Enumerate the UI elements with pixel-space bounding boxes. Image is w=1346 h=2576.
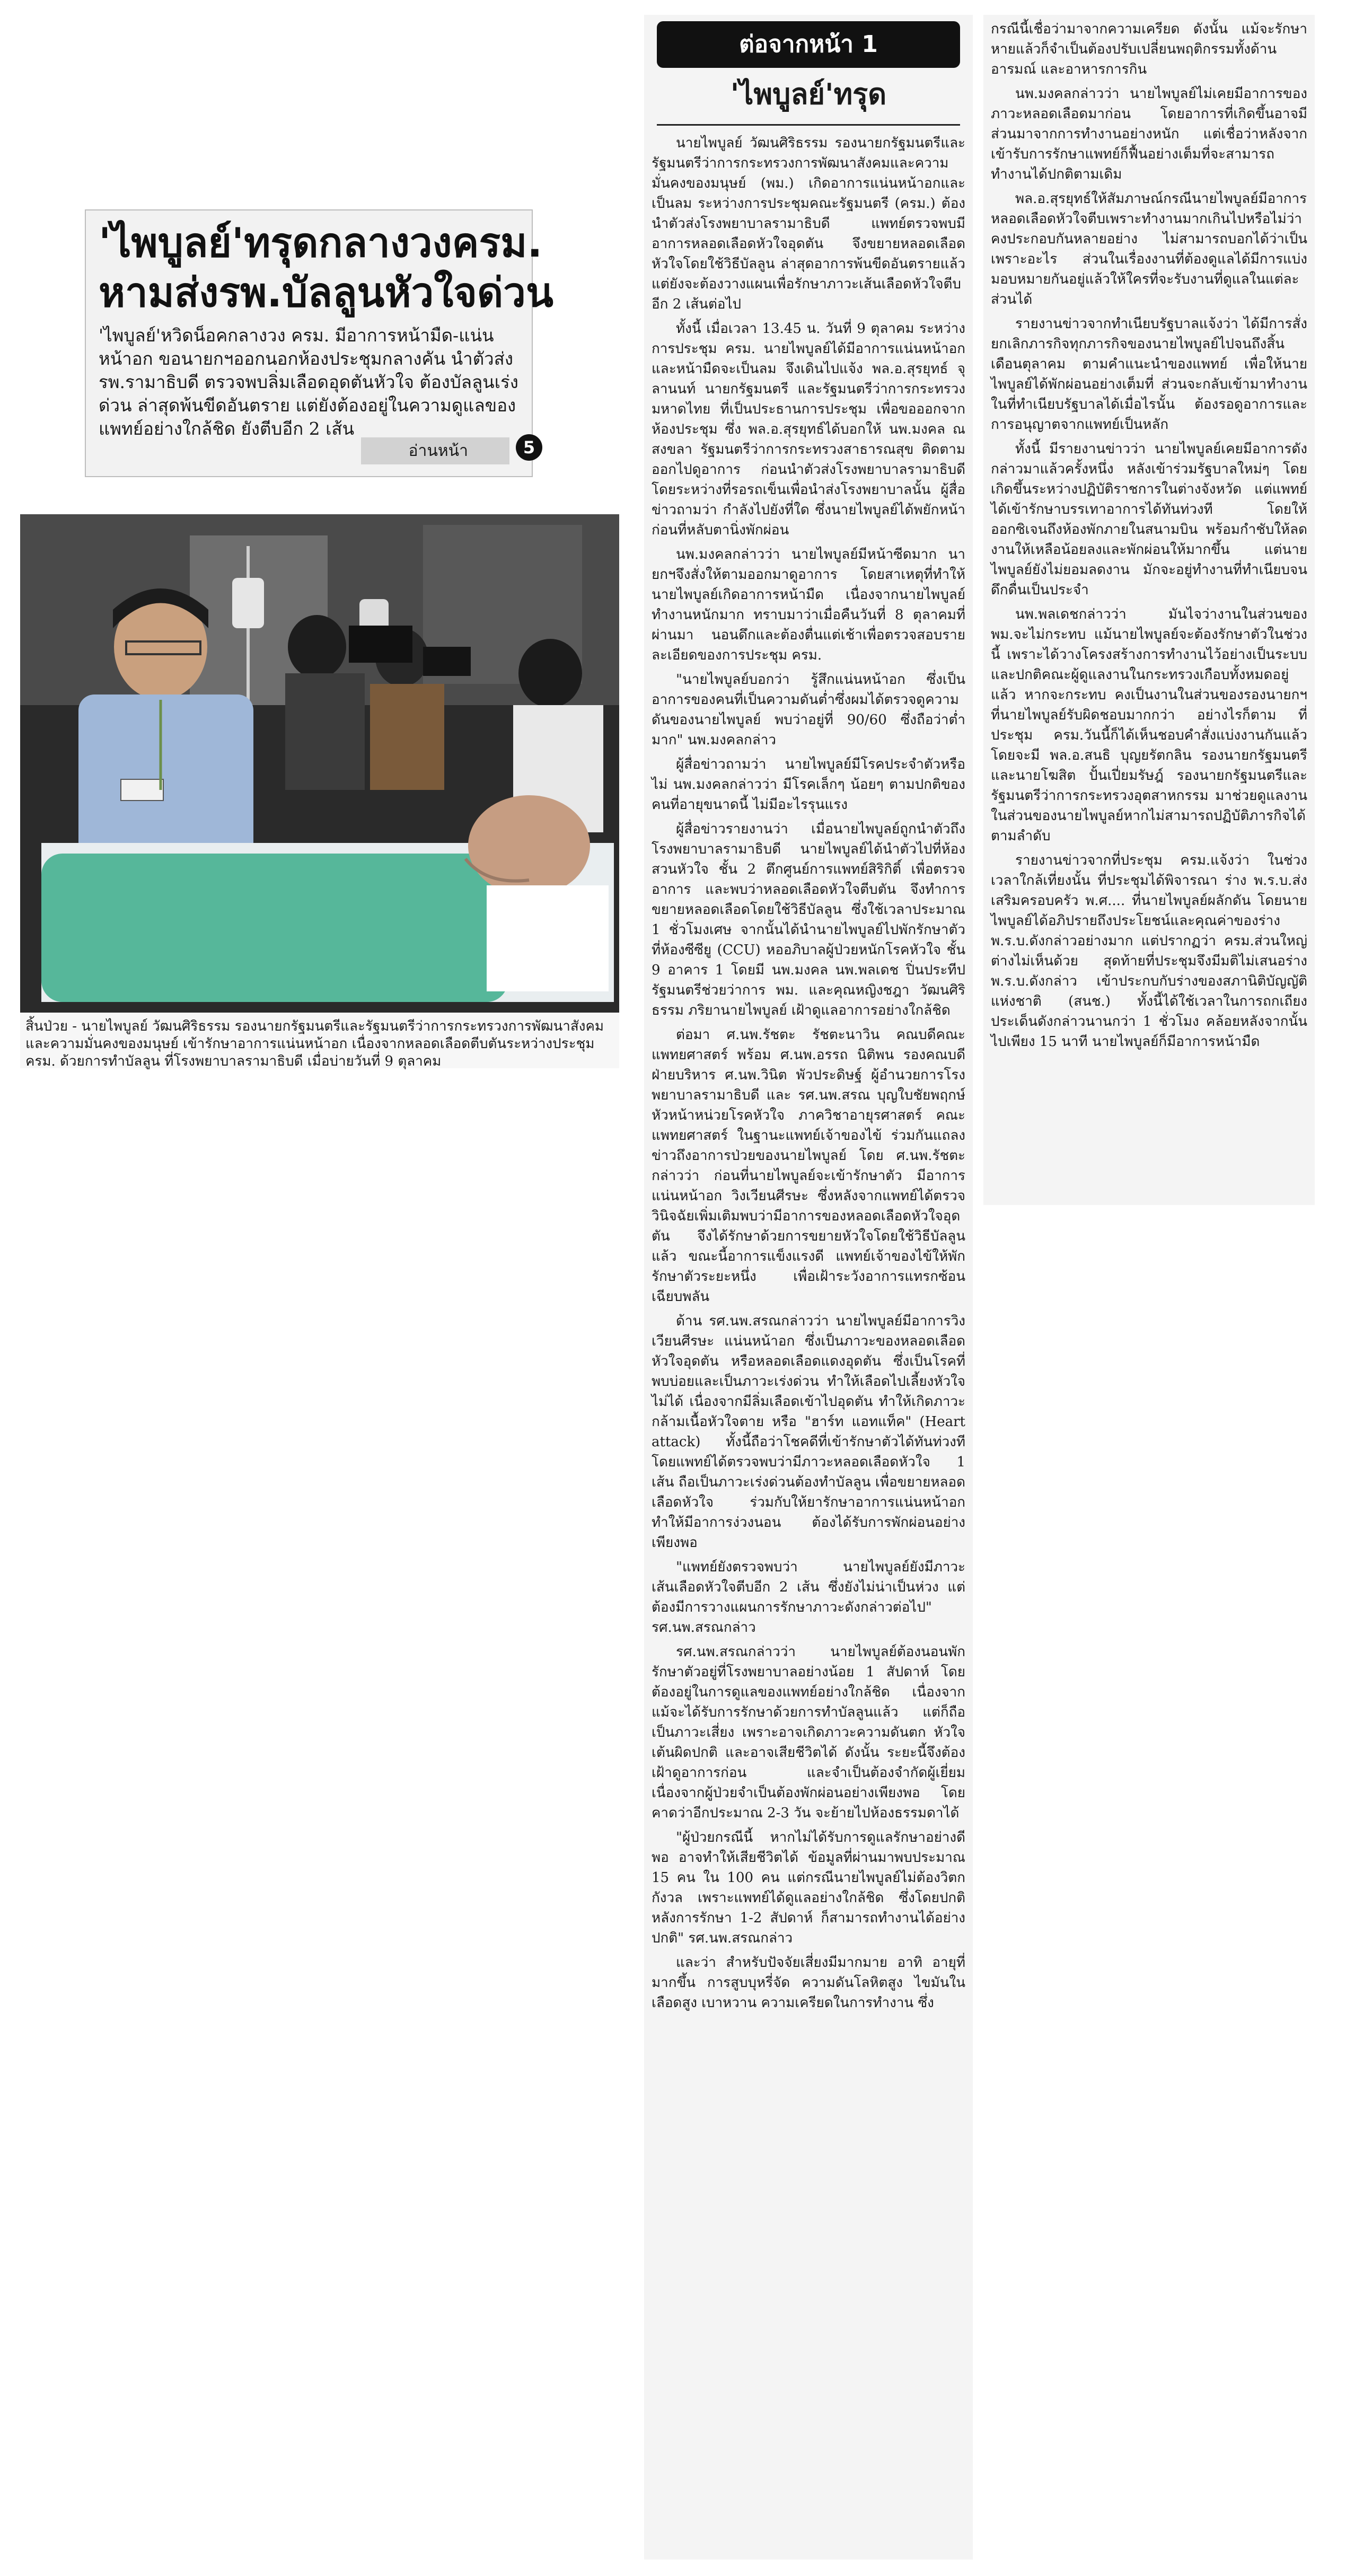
paragraph: ผู้สื่อข่าวถามว่า นายไพบูลย์มีโรคประจำตัวหรือไม่ นพ.มงคลกล่าวว่า มีโรคเล็กๆ น้อยๆ ตามปกติของคนที่อายุขนาดนี้ ไม่มีอะไรรุนแรง: [652, 757, 965, 813]
article-column-2: [983, 15, 1315, 1205]
front-page-teaser: [85, 209, 553, 477]
teaser-headline-line2: หามส่งรพ.บัลลูนหัวใจด่วน: [99, 269, 553, 316]
photo-caption: สิ้นป่วย - นายไพบูลย์ วัฒนศิริธรรม รองนายกรัฐมนตรีและรัฐมนตรีว่าการกระทรวงการพัฒนาสังคมและความมั่นคงของมนุษย์ เข้ารักษาอาการแน่นหน้าอก เนื่องจากหลอดเลือดตีบตันระหว่างประชุม ครม. ด้วยการทำบัลลูน ที่โรงพยาบาลรามาธิบดี เมื่อบ่ายวันที่ 9 ตุลาคม: [25, 1018, 604, 1069]
teaser-summary: 'ไพบูลย์'หวิดน็อคกลางวง ครม. มีอาการหน้ามืด-แน่นหน้าอก ขอนายกฯออกนอกห้องประชุมกลางคัน นำตัวส่ง รพ.รามาธิบดี ตรวจพบลิ่มเลือดอุดตันหัวใจ ต้องบัลลูนเร่งด่วน ล่าสุดพ้นขีดอันตราย แต่ยังต้องอยู่ในความดูแลของแพทย์อย่างใกล้ชิด ยังตีบอีก 2 เส้น: [99, 325, 518, 439]
paragraph: "นายไพบูลย์บอกว่า รู้สึกแน่นหน้าอก ซึ่งเป็นอาการของคนที่เป็นความดันต่ำซึ่งผมได้ตรวจดูความดันของนายไพบูลย์ พบว่าอยู่ที่ 90/60 ซึ่งถือว่าต่ำมาก" นพ.มงคลกล่าว: [652, 672, 965, 748]
paragraph: รายงานข่าวจากทำเนียบรัฐบาลแจ้งว่า ได้มีการสั่งยกเลิกภารกิจทุกภารกิจของนายไพบูลย์ไปจนถึงสิ้นเดือนตุลาคม ตามคำแนะนำของแพทย์ เพื่อให้นายไพบูลย์ได้พักผ่อนอย่างเต็มที่ ส่วนจะกลับเข้ามาทำงานในที่ทำเนียบรัฐบาลได้เมื่อไรนั้น ต้องรอดูอาการและการอนุญาตจากแพทย์เป็นหลัก: [991, 316, 1307, 433]
paragraph: "ผู้ป่วยกรณีนี้ หากไม่ได้รับการดูแลรักษาอย่างดีพอ อาจทำให้เสียชีวิตได้ ข้อมูลที่ผ่านมาพบประมาณ 15 คน ใน 100 คน แต่กรณีนายไพบูลย์ไม่ต้องวิตกกังวล เพราะแพทย์ได้ดูแลอย่างใกล้ชิด ซึ่งโดยปกติหลังการรักษา 1-2 สัปดาห์ ก็สามารถทำงานได้อย่างปกติ" รศ.นพ.สรณกล่าว: [652, 1830, 965, 1946]
paragraph: รศ.นพ.สรณกล่าวว่า นายไพบูลย์ต้องนอนพักรักษาตัวอยู่ที่โรงพยาบาลอย่างน้อย 1 สัปดาห์ โดยต้องอยู่ในการดูแลของแพทย์อย่างใกล้ชิด เนื่องจากแม้จะได้รับการรักษาด้วยการทำบัลลูนแล้ว แต่ก็ถือเป็นภาวะเสี่ยง เพราะอาจเกิดภาวะความดันตก หัวใจเต้นผิดปกติ และอาจเสียชีวิตได้ ดังนั้น ระยะนี้จึงต้องเฝ้าดูอาการก่อน และจำเป็นต้องจำกัดผู้เยี่ยม เนื่องจากผู้ป่วยจำเป็นต้องพักผ่อนอย่างเพียงพอ โดยคาดว่าอีกประมาณ 2-3 วัน จะย้ายไปห้องธรรมดาได้: [652, 1644, 965, 1821]
paragraph: ต่อมา ศ.นพ.รัชตะ รัชตะนาวิน คณบดีคณะแพทยศาสตร์ พร้อม ศ.นพ.อรรถ นิติพน รองคณบดีฝ่ายบริหาร ศ.นพ.วินิต พัวประดิษฐ์ ผู้อำนวยการโรงพยาบาลรามาธิบดี และ รศ.นพ.สรณ บุญใบชัยพฤกษ์ หัวหน้าหน่วยโรคหัวใจ ภาควิชาอายุรศาสตร์ คณะแพทยศาสตร์ ในฐานะแพทย์เจ้าของไข้ ร่วมกันแถลงข่าวถึงอาการป่วยของนายไพบูลย์ โดย ศ.นพ.รัชตะกล่าวว่า ก่อนที่นายไพบูลย์จะเข้ารักษาตัว มีอาการแน่นหน้าอก วิงเวียนศีรษะ ซึ่งหลังจากแพทย์ได้ตรวจวินิจฉัยเพิ่มเติมพบว่ามีอาการของหลอดเลือดหัวใจอุดตัน จึงได้รักษาด้วยการขยายหัวใจโดยใช้วิธีบัลลูนแล้ว ขณะนี้อาการแข็งแรงดี แพทย์เจ้าของไข้ให้พักรักษาตัวระยะหนึ่ง เพื่อเฝ้าระวังอาการแทรกซ้อนเฉียบพลัน: [652, 1027, 965, 1305]
paragraph: นพ.มงคลกล่าวว่า นายไพบูลย์มีหน้าซีดมาก นายกฯจึงสั่งให้ตามออกมาดูอาการ โดยสาเหตุที่ทำให้นายไพบูลย์เกิดอาการหน้ามืด เนื่องจากนายไพบูลย์ทำงานหนักมาก ทราบมาว่าเมื่อคืนวันที่ 8 ตุลาคมที่ผ่านมา นอนดึกและต้องตื่นแต่เช้าเพื่อตรวจสอบรายละเอียดของการประชุม ครม.: [652, 547, 965, 663]
paragraph: ผู้สื่อข่าวรายงานว่า เมื่อนายไพบูลย์ถูกนำตัวถึงโรงพยาบาลรามาธิบดี นายไพบูลย์ได้นำตัวไปที่ห้องสวนหัวใจ ชั้น 2 ตึกศูนย์การแพทย์สิริกิติ์ เพื่อตรวจอาการ และพบว่าหลอดเลือดหัวใจตีบตัน จึงทำการขยายหลอดเลือดโดยใช้วิธีบัลลูน ซึ่งใช้เวลาประมาณ 1 ชั่วโมงเศษ จากนั้นได้นำนายไพบูลย์ไปพักรักษาตัวที่ห้องซีซียู (CCU) หออภิบาลผู้ป่วยหนักโรคหัวใจ ชั้น 9 อาคาร 1 โดยมี นพ.มงคล นพ.พลเดช ปิ่นประทีป รัฐมนตรีช่วยว่าการ พม. และคุณหญิงชฎา วัฒนศิริธรรม ภริยานายไพบูลย์ เฝ้าดูแลอาการอย่างใกล้ชิด: [652, 821, 965, 1018]
headline-divider: [657, 124, 960, 126]
iv-bag: [232, 578, 264, 628]
page-number-badge: 5: [516, 434, 542, 461]
paragraph: ด้าน รศ.นพ.สรณกล่าวว่า นายไพบูลย์มีอาการวิงเวียนศีรษะ แน่นหน้าอก ซึ่งเป็นภาวะของหลอดเลือดหัวใจอุดตัน หรือหลอดเลือดแดงอุดตัน ซึ่งเป็นโรคที่พบบ่อยและเป็นภาวะเร่งด่วน ทำให้เลือดไปเลี้ยงหัวใจไม่ได้ เนื่องจากมีลิ่มเลือดเข้าไปอุดตัน ทำให้เกิดภาวะกล้ามเนื้อหัวใจตาย หรือ "ฮาร์ท แอทแท็ค" (Heart attack) ทั้งนี้ถือว่าโชคดีที่เข้ารักษาตัวได้ทันท่วงที โดยแพทย์ได้ตรวจพบว่ามีภาวะหลอดเลือดหัวใจ 1 เส้น ถือเป็นภาวะเร่งด่วนต้องทำบัลลูน เพื่อขยายหลอดเลือดหัวใจ ร่วมกับให้ยารักษาอาการแน่นหน้าอก ทำให้มีอาการง่วงนอน ต้องได้รับการพักผ่อนอย่างเพียงพอ: [652, 1313, 965, 1551]
video-camera: [349, 626, 412, 663]
continue-label: อ่านหน้า: [408, 442, 468, 460]
paragraph: พล.อ.สุรยุทธ์ให้สัมภาษณ์กรณีนายไพบูลย์มีอาการหลอดเลือดหัวใจตีบเพราะทำงานมากเกินไปหรือไม่ว่า คงประกอบกันหลายอย่าง ไม่สามารถบอกได้ว่าเป็นเพราะอะไร ส่วนในเรื่องงานที่ต้องดูแลได้มีการแบ่งมอบหมายกันอยู่แล้วให้ใครที่จะรับงานที่ดูแลในแต่ละส่วนได้: [991, 191, 1307, 307]
news-photo: [20, 514, 619, 1013]
paragraph: "แพทย์ยังตรวจพบว่า นายไพบูลย์ยังมีภาวะเส้นเลือดหัวใจตีบอีก 2 เส้น ซึ่งยังไม่น่าเป็นห่วง แต่ต้องมีการวางแผนการรักษาภาวะดังกล่าวต่อไป" รศ.นพ.สรณกล่าว: [652, 1559, 965, 1636]
paragraph: นพ.มงคลกล่าวว่า นายไพบูลย์ไม่เคยมีอาการของภาวะหลอดเลือดมาก่อน โดยอาการที่เกิดขึ้นอาจมีส่วนมาจากการทำงานอย่างหนัก แต่เชื่อว่าหลังจากเข้ารับการรักษาแพทย์ก็ฟื้นอย่างเต็มที่จะสามารถทำงานได้ปกติตามเดิม: [991, 86, 1307, 182]
paragraph: นพ.พลเดชกล่าวว่า มันไจว่างานในส่วนของ พม.จะไม่กระทบ แม้นายไพบูลย์จะต้องรักษาตัวในช่วงนี้ เพราะได้วางโครงสร้างการทำงานไว้อย่างเป็นระบบ และปกติคณะผู้ดูแลงานในกระทรวงเกือบทั้งหมดอยู่แล้ว หากจะกระทบ คงเป็นงานในส่วนของรองนายกฯที่นายไพบูลย์รับผิดชอบมากกว่า อย่างไรก็ตาม ที่ประชุม ครม.วันนี้ก็ได้เห็นชอบคำสั่งแบ่งงานกันแล้ว โดยจะมี พล.อ.สนธิ บุญยรัตกลิน รองนายกรัฐมนตรี และนายโฆสิต ปั้นเปี่ยมรัษฎ์ รองนายกรัฐมนตรีและรัฐมนตรีว่าการกระทรวงอุตสาหกรรม มาช่วยดูแลงานในส่วนของนายไพบูลย์หากไม่สามารถปฏิบัติภารกิจได้ตามลำดับ: [991, 606, 1307, 844]
continued-from-page-banner: ต่อจากหน้า 1: [657, 21, 960, 68]
article-headline: 'ไพบูลย์'ทรุด: [730, 77, 887, 111]
paragraph: รายงานข่าวจากที่ประชุม ครม.แจ้งว่า ในช่วงเวลาใกล้เที่ยงนั้น ที่ประชุมได้พิจารณา ร่าง พ.ร.บ.ส่งเสริมครอบครัว พ.ศ.... ที่นายไพบูลย์ผลักดัน โดยนายไพบูลย์ได้อภิปรายถึงประโยชน์และคุณค่าของร่าง พ.ร.บ.ดังกล่าวอย่างมาก แต่ปรากฏว่า ครม.ส่วนใหญ่ต่างไม่เห็นด้วย สุดท้ายที่ประชุมจึงมีมติไม่เสนอร่าง พ.ร.บ.ดังกล่าว เข้าประกบกับร่างของสภานิติบัญญัติแห่งชาติ (สนช.) ทั้งนี้ได้ใช้เวลาในการถกเถียงประเด็นดังกล่าวนานกว่า 1 ชั่วโมง คล้อยหลังจากนั้นไปเพียง 15 นาที นายไพบูลย์ก็มีอาการหน้ามืด: [991, 852, 1307, 1050]
paragraph: ทั้งนี้ มีรายงานข่าวว่า นายไพบูลย์เคยมีอาการดังกล่าวมาแล้วครั้งหนึ่ง หลังเข้าร่วมรัฐบาลใหม่ๆ โดยเกิดขึ้นระหว่างปฏิบัติราชการในต่างจังหวัด แต่แพทย์ได้เข้ารักษาบรรเทาอาการได้ทันท่วงที โดยให้ออกซิเจนถึงห้องพักภายในสนามบิน พร้อมกำชับให้ลดงานให้เหลือน้อยลงและพักผ่อนให้มากขึ้น แต่นายไพบูลย์ยังไม่ยอมลดงาน มักจะอยู่ทำงานที่ทำเนียบจนดึกดื่นเป็นประจำ: [991, 441, 1307, 598]
hospital-scene-illustration: [20, 514, 619, 1013]
green-blanket: [41, 854, 508, 1002]
paragraph: นายไพบูลย์ วัฒนศิริธรรม รองนายกรัฐมนตรีและรัฐมนตรีว่าการกระทรวงการพัฒนาสังคมและความมั่นคงของมนุษย์ (พม.) เกิดอาการแน่นหน้าอกและเป็นลม ระหว่างการประชุมคณะรัฐมนตรี (ครม.) ต้องนำตัวส่งโรงพยาบาลรามาธิบดี แพทย์ตรวจพบมีอาการหลอดเลือดหัวใจอุดตัน จึงขยายหลอดเลือดหัวใจโดยใช้วิธีบัลลูน ล่าสุดอาการพ้นขีดอันตรายแล้ว แต่ยังจะต้องวางแผนเพื่อรักษาภาวะเส้นเลือดหัวใจตีบอีก 2 เส้นต่อไป: [652, 135, 965, 312]
article-column-1: [644, 15, 973, 2560]
paragraph: กรณีนี้เชื่อว่ามาจากความเครียด ดังนั้น แม้จะรักษาหายแล้วก็จำเป็นต้องปรับเปลี่ยนพฤติกรรมทั้งด้านอารมณ์ และอาหารการกิน: [991, 21, 1307, 77]
news-photo-clip: [20, 514, 619, 1068]
paragraph: และว่า สำหรับปัจจัยเสี่ยงมีมากมาย อาทิ อายุที่มากขึ้น การสูบบุหรี่จัด ความดันโลหิตสูง ไขมันในเลือดสูง เบาหวาน ความเครียดในการทำงาน ซึ่ง: [652, 1955, 965, 2011]
teaser-headline-line1: 'ไพบูลย์'ทรุดกลางวงครม.: [99, 219, 543, 266]
column-1-body: [652, 133, 965, 2013]
paragraph: ทั้งนี้ เมื่อเวลา 13.45 น. วันที่ 9 ตุลาคม ระหว่างการประชุม ครม. นายไพบูลย์ได้มีอาการแน่นหน้าอกและหน้ามืดจะเป็นลม จึงเดินไปแจ้ง พล.อ.สุรยุทธ์ จุลานนท์ นายกรัฐมนตรี และรัฐมนตรีว่าการกระทรวงมหาดไทย ที่เป็นประธานการประชุม เพื่อขอออกจากห้องประชุม ซึ่ง พล.อ.สุรยุทธ์ได้บอกให้ นพ.มงคล ณ สงขลา รัฐมนตรีว่าการกระทรวงสาธารณสุข ติดตามออกไปดูอาการ ก่อนนำตัวส่งโรงพยาบาลรามาธิบดี โดยระหว่างที่รอรถเข็นเพื่อนำส่งโรงพยาบาลนั้น ผู้สื่อข่าวถามว่า กำลังไปยังที่ใด ซึ่งนายไพบูลย์ได้พยักหน้าก่อนที่หลับตานิ่งพักผ่อน: [652, 321, 965, 538]
column-2-body: [991, 19, 1307, 1052]
continued-on-page: [361, 437, 535, 464]
